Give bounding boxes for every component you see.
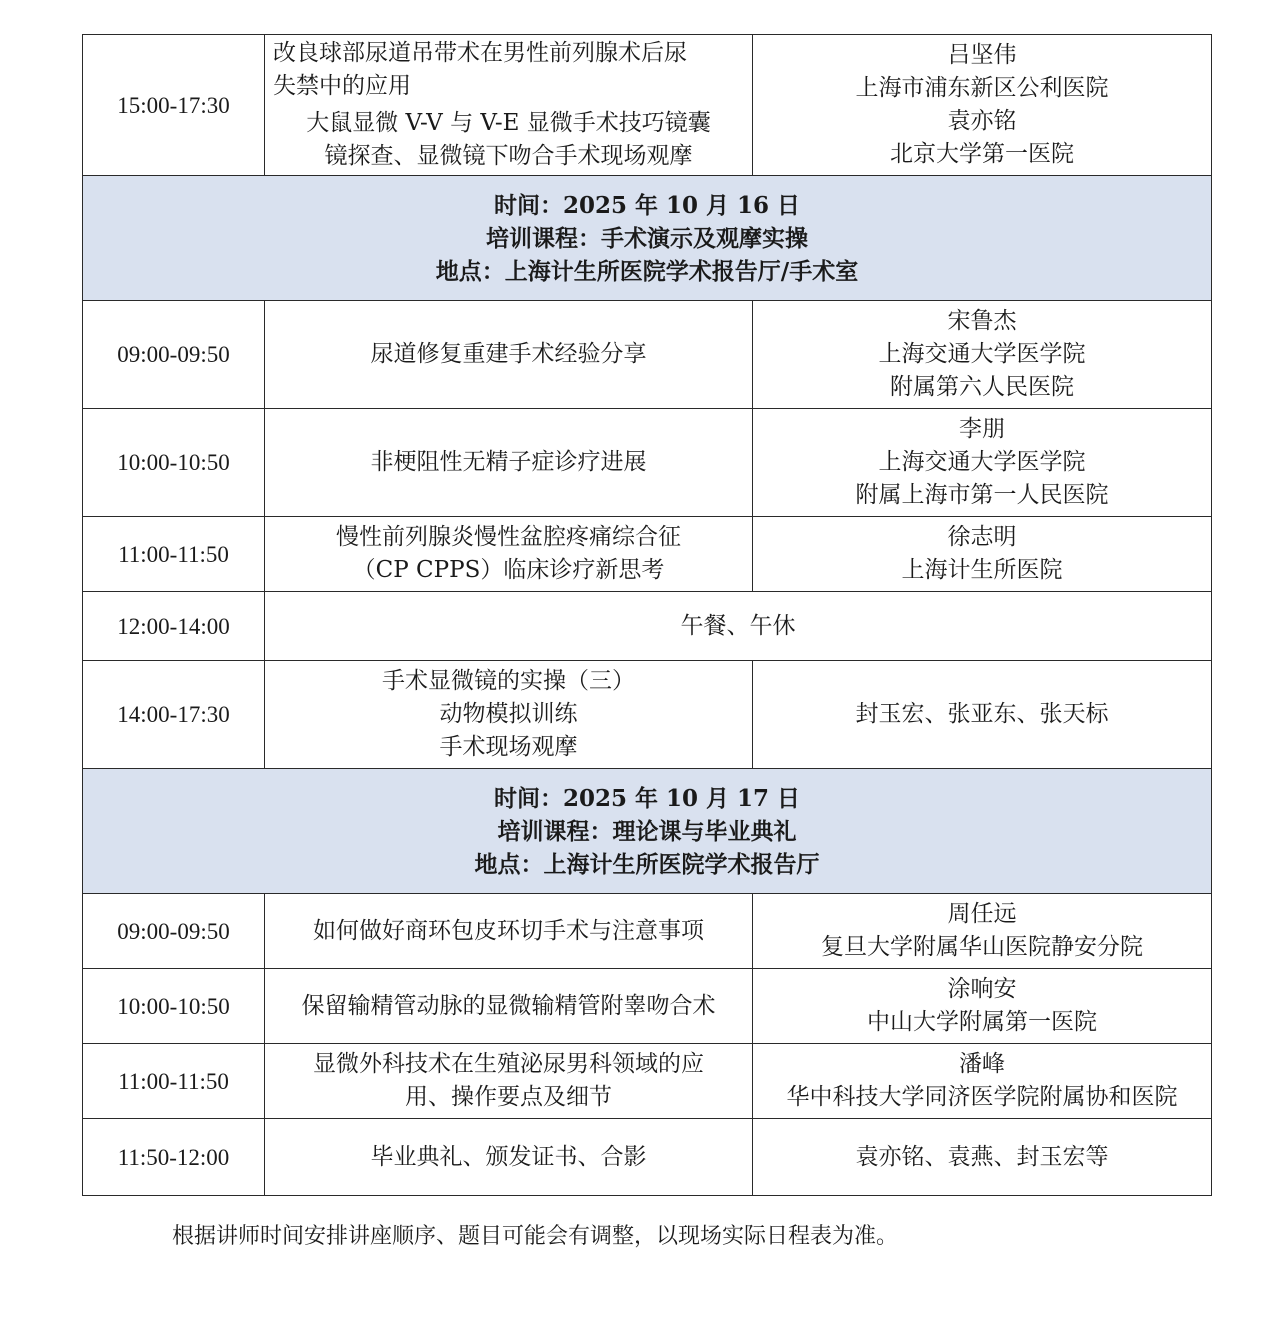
day-course: 培训课程：手术演示及观摩实操 bbox=[486, 224, 808, 252]
table-row bbox=[83, 969, 1212, 1044]
speaker-line: 吕坚伟 bbox=[947, 42, 1017, 68]
topic-line: 如何做好商环包皮环切手术与注意事项 bbox=[313, 917, 704, 944]
speaker-line: 李朋 bbox=[959, 416, 1005, 442]
speaker-cell bbox=[753, 409, 1212, 517]
speaker-line: 复旦大学附属华山医院静安分院 bbox=[821, 934, 1143, 960]
speaker-line: 上海交通大学医学院 bbox=[878, 449, 1086, 475]
time-cell: 09:00-09:50 bbox=[83, 894, 265, 969]
topic-line: 慢性前列腺炎慢性盆腔疼痛综合征 bbox=[336, 524, 681, 550]
table-row bbox=[83, 894, 1212, 969]
table-row bbox=[83, 1044, 1212, 1119]
table-row bbox=[83, 301, 1212, 409]
speaker-cell bbox=[753, 894, 1212, 969]
time-cell: 14:00-17:30 bbox=[83, 661, 265, 769]
speaker-cell bbox=[753, 1119, 1212, 1196]
time-cell: 10:00-10:50 bbox=[83, 409, 265, 517]
topic-line: 动物模拟训练 bbox=[439, 701, 578, 727]
topic-line: 保留输精管动脉的显微输精管附睾吻合术 bbox=[301, 992, 716, 1019]
speaker-line: 附属第六人民医院 bbox=[890, 374, 1074, 400]
topic-cell bbox=[265, 969, 753, 1044]
day-location: 地点：上海计生所医院学术报告厅/手术室 bbox=[435, 257, 859, 285]
speaker-cell bbox=[753, 35, 1212, 176]
topic-line: 大鼠显微 V-V 与 V-E 显微手术技巧镜囊 bbox=[306, 110, 711, 136]
topic-line: 毕业典礼、颁发证书、合影 bbox=[370, 1143, 647, 1170]
speaker-line: 北京大学第一医院 bbox=[890, 141, 1074, 167]
speaker-line: 袁亦铭 bbox=[947, 108, 1017, 134]
day-header bbox=[83, 176, 1212, 301]
table-row bbox=[83, 592, 1212, 661]
time-cell: 11:00-11:50 bbox=[83, 517, 265, 592]
speaker-line: 涂响安 bbox=[947, 976, 1017, 1002]
speaker-cell bbox=[753, 517, 1212, 592]
time-cell: 12:00-14:00 bbox=[83, 592, 265, 661]
speaker-cell bbox=[753, 301, 1212, 409]
speaker-cell bbox=[753, 1044, 1212, 1119]
topic-cell bbox=[265, 35, 753, 176]
day-header bbox=[83, 769, 1212, 894]
table-row bbox=[83, 409, 1212, 517]
speaker-line: 周任远 bbox=[947, 901, 1017, 927]
day-date: 时间：2025 年 10 月 16 日 bbox=[493, 191, 801, 219]
speaker-line: 附属上海市第一人民医院 bbox=[855, 482, 1109, 508]
speaker-line: 宋鲁杰 bbox=[947, 308, 1017, 334]
day-course: 培训课程：理论课与毕业典礼 bbox=[497, 817, 797, 845]
speaker-line: 上海计生所医院 bbox=[901, 557, 1063, 583]
topic-line: 用、操作要点及细节 bbox=[405, 1084, 612, 1110]
topic-line: 改良球部尿道吊带术在男性前列腺术后尿 bbox=[273, 40, 687, 66]
topic-cell bbox=[265, 517, 753, 592]
speaker-line: 华中科技大学同济医学院附属协和医院 bbox=[786, 1084, 1178, 1110]
day-header-row bbox=[83, 176, 1212, 301]
topic-line: 失禁中的应用 bbox=[273, 73, 411, 99]
speaker-line: 中山大学附属第一医院 bbox=[867, 1009, 1097, 1035]
day-header-row bbox=[83, 769, 1212, 894]
merged-cell: 午餐、午休 bbox=[265, 592, 1212, 661]
time-cell: 09:00-09:50 bbox=[83, 301, 265, 409]
time-cell: 11:50-12:00 bbox=[83, 1119, 265, 1196]
speaker-line: 上海交通大学医学院 bbox=[878, 341, 1086, 367]
time-cell: 11:00-11:50 bbox=[83, 1044, 265, 1119]
speaker-line: 徐志明 bbox=[947, 524, 1017, 550]
schedule-table bbox=[82, 34, 1212, 1196]
table-row bbox=[83, 661, 1212, 769]
topic-line: 显微外科技术在生殖泌尿男科领域的应 bbox=[313, 1051, 704, 1077]
topic-cell bbox=[265, 1044, 753, 1119]
time-cell: 10:00-10:50 bbox=[83, 969, 265, 1044]
time-cell: 15:00-17:30 bbox=[83, 35, 265, 176]
speaker-cell bbox=[753, 969, 1212, 1044]
table-row bbox=[83, 35, 1212, 176]
speaker-cell bbox=[753, 661, 1212, 769]
topic-line: （CP CPPS）临床诊疗新思考 bbox=[352, 557, 665, 583]
topic-cell bbox=[265, 301, 753, 409]
topic-line: 手术现场观摩 bbox=[439, 734, 578, 760]
topic-line: 手术显微镜的实操（三） bbox=[382, 668, 635, 694]
topic-cell bbox=[265, 1119, 753, 1196]
topic-line: 镜探查、显微镜下吻合手术现场观摩 bbox=[324, 143, 693, 169]
day-date: 时间：2025 年 10 月 17 日 bbox=[493, 784, 801, 812]
speaker-line: 潘峰 bbox=[959, 1051, 1005, 1077]
topic-cell bbox=[265, 894, 753, 969]
speaker-line: 上海市浦东新区公利医院 bbox=[855, 75, 1109, 101]
topic-cell bbox=[265, 409, 753, 517]
table-row bbox=[83, 517, 1212, 592]
day-location: 地点：上海计生所医院学术报告厅 bbox=[474, 850, 820, 878]
topic-line: 尿道修复重建手术经验分享 bbox=[370, 341, 647, 367]
topic-cell bbox=[265, 661, 753, 769]
speaker-line: 袁亦铭、袁燕、封玉宏等 bbox=[855, 1143, 1109, 1170]
schedule-note: 根据讲师时间安排讲座顺序、题目可能会有调整，以现场实际日程表为准。 bbox=[172, 1224, 899, 1249]
topic-line: 非梗阻性无精子症诊疗进展 bbox=[370, 449, 647, 475]
table-row bbox=[83, 1119, 1212, 1196]
speaker-line: 封玉宏、张亚东、张天标 bbox=[855, 701, 1109, 727]
